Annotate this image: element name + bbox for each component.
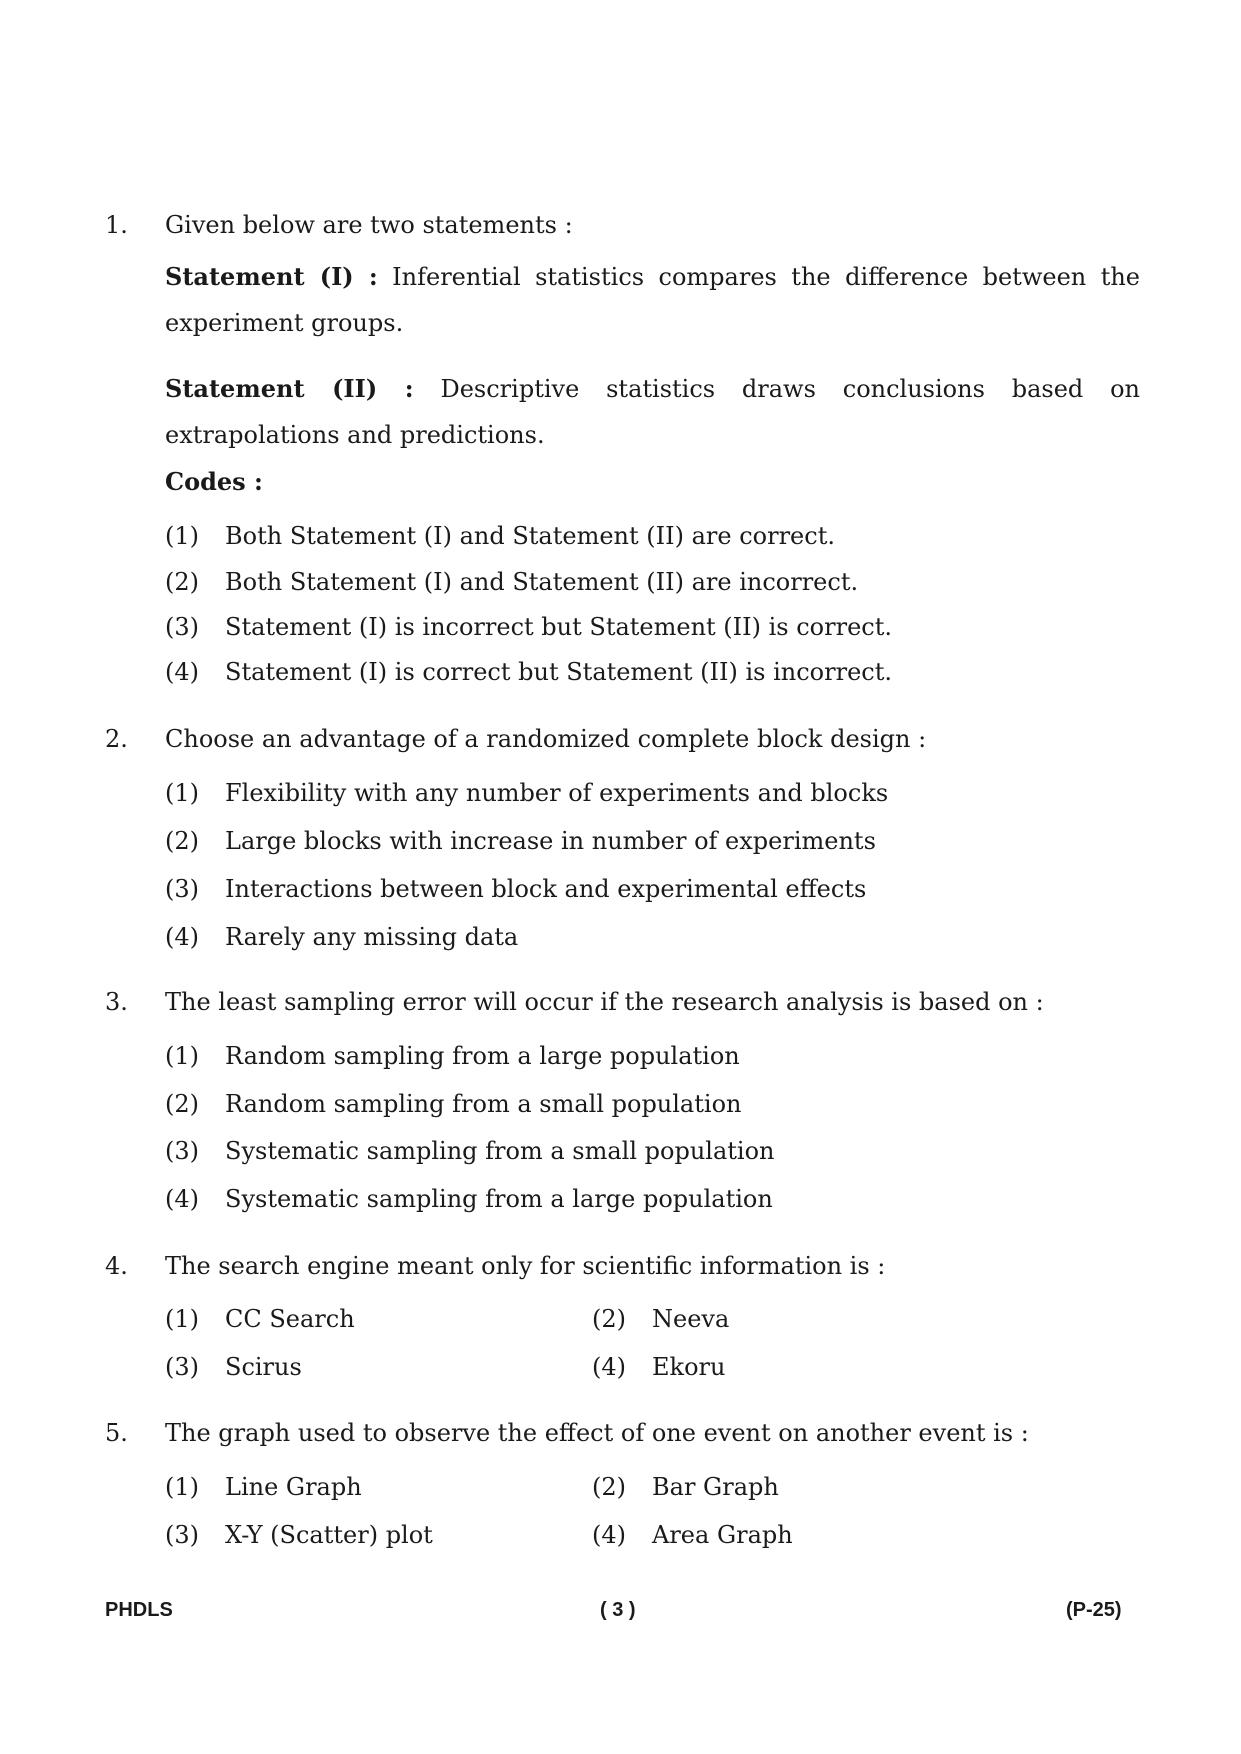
option-2: (2) Both Statement (I) and Statement (II) are incorrect. [165, 568, 859, 596]
statement-label: Statement (I) : [165, 262, 378, 291]
footer-code: PHDLS [105, 1599, 173, 1621]
codes-label: Codes : [165, 467, 263, 496]
option-3: (3) Interactions between block and experimental effects [165, 875, 867, 903]
statement-1 [165, 254, 1140, 346]
question-number: 4. [105, 1252, 128, 1280]
option-4: (4) Systematic sampling from a large population [165, 1185, 773, 1213]
question-number: 3. [105, 988, 128, 1016]
question-stem: The graph used to observe the effect of one event on another event is : [165, 1419, 1029, 1447]
statement-label: Statement (II) : [165, 374, 414, 403]
option-4: (4) Ekoru [592, 1353, 726, 1381]
option-2: (2) Neeva [592, 1305, 730, 1333]
footer-series: (P-25) [1066, 1599, 1122, 1621]
question-stem: The search engine meant only for scientific information is : [165, 1252, 886, 1280]
option-3: (3) Scirus [165, 1353, 302, 1381]
question-number: 1. [105, 211, 128, 239]
option-1: (1) Random sampling from a large population [165, 1042, 740, 1070]
question-number: 5. [105, 1419, 128, 1447]
option-1: (1) Flexibility with any number of experiments and blocks [165, 779, 889, 807]
option-1: (1) Both Statement (I) and Statement (II) are correct. [165, 522, 835, 550]
option-4: (4) Statement (I) is correct but Statement (II) is incorrect. [165, 658, 892, 686]
page-number: ( 3 ) [600, 1599, 636, 1621]
statement-text: Descriptive statistics draws conclusions based on extrapolations and predictions. [165, 375, 1140, 449]
option-4: (4) Rarely any missing data [165, 923, 519, 951]
option-2: (2) Large blocks with increase in number of experiments [165, 827, 876, 855]
statement-text: Inferential statistics compares the difference between the experiment groups. [165, 263, 1140, 337]
option-3: (3) Statement (I) is incorrect but Statement (II) is correct. [165, 613, 892, 641]
question-stem: Given below are two statements : [165, 211, 573, 239]
statement-2 [165, 366, 1140, 458]
question-stem: The least sampling error will occur if the research analysis is based on : [165, 988, 1044, 1016]
question-number: 2. [105, 725, 128, 753]
option-3: (3) Systematic sampling from a small population [165, 1137, 775, 1165]
option-4: (4) Area Graph [592, 1521, 793, 1549]
question-stem: Choose an advantage of a randomized complete block design : [165, 725, 927, 753]
option-1: (1) CC Search [165, 1305, 355, 1333]
option-2: (2) Random sampling from a small population [165, 1090, 742, 1118]
option-2: (2) Bar Graph [592, 1473, 779, 1501]
option-3: (3) X-Y (Scatter) plot [165, 1521, 433, 1549]
option-1: (1) Line Graph [165, 1473, 362, 1501]
